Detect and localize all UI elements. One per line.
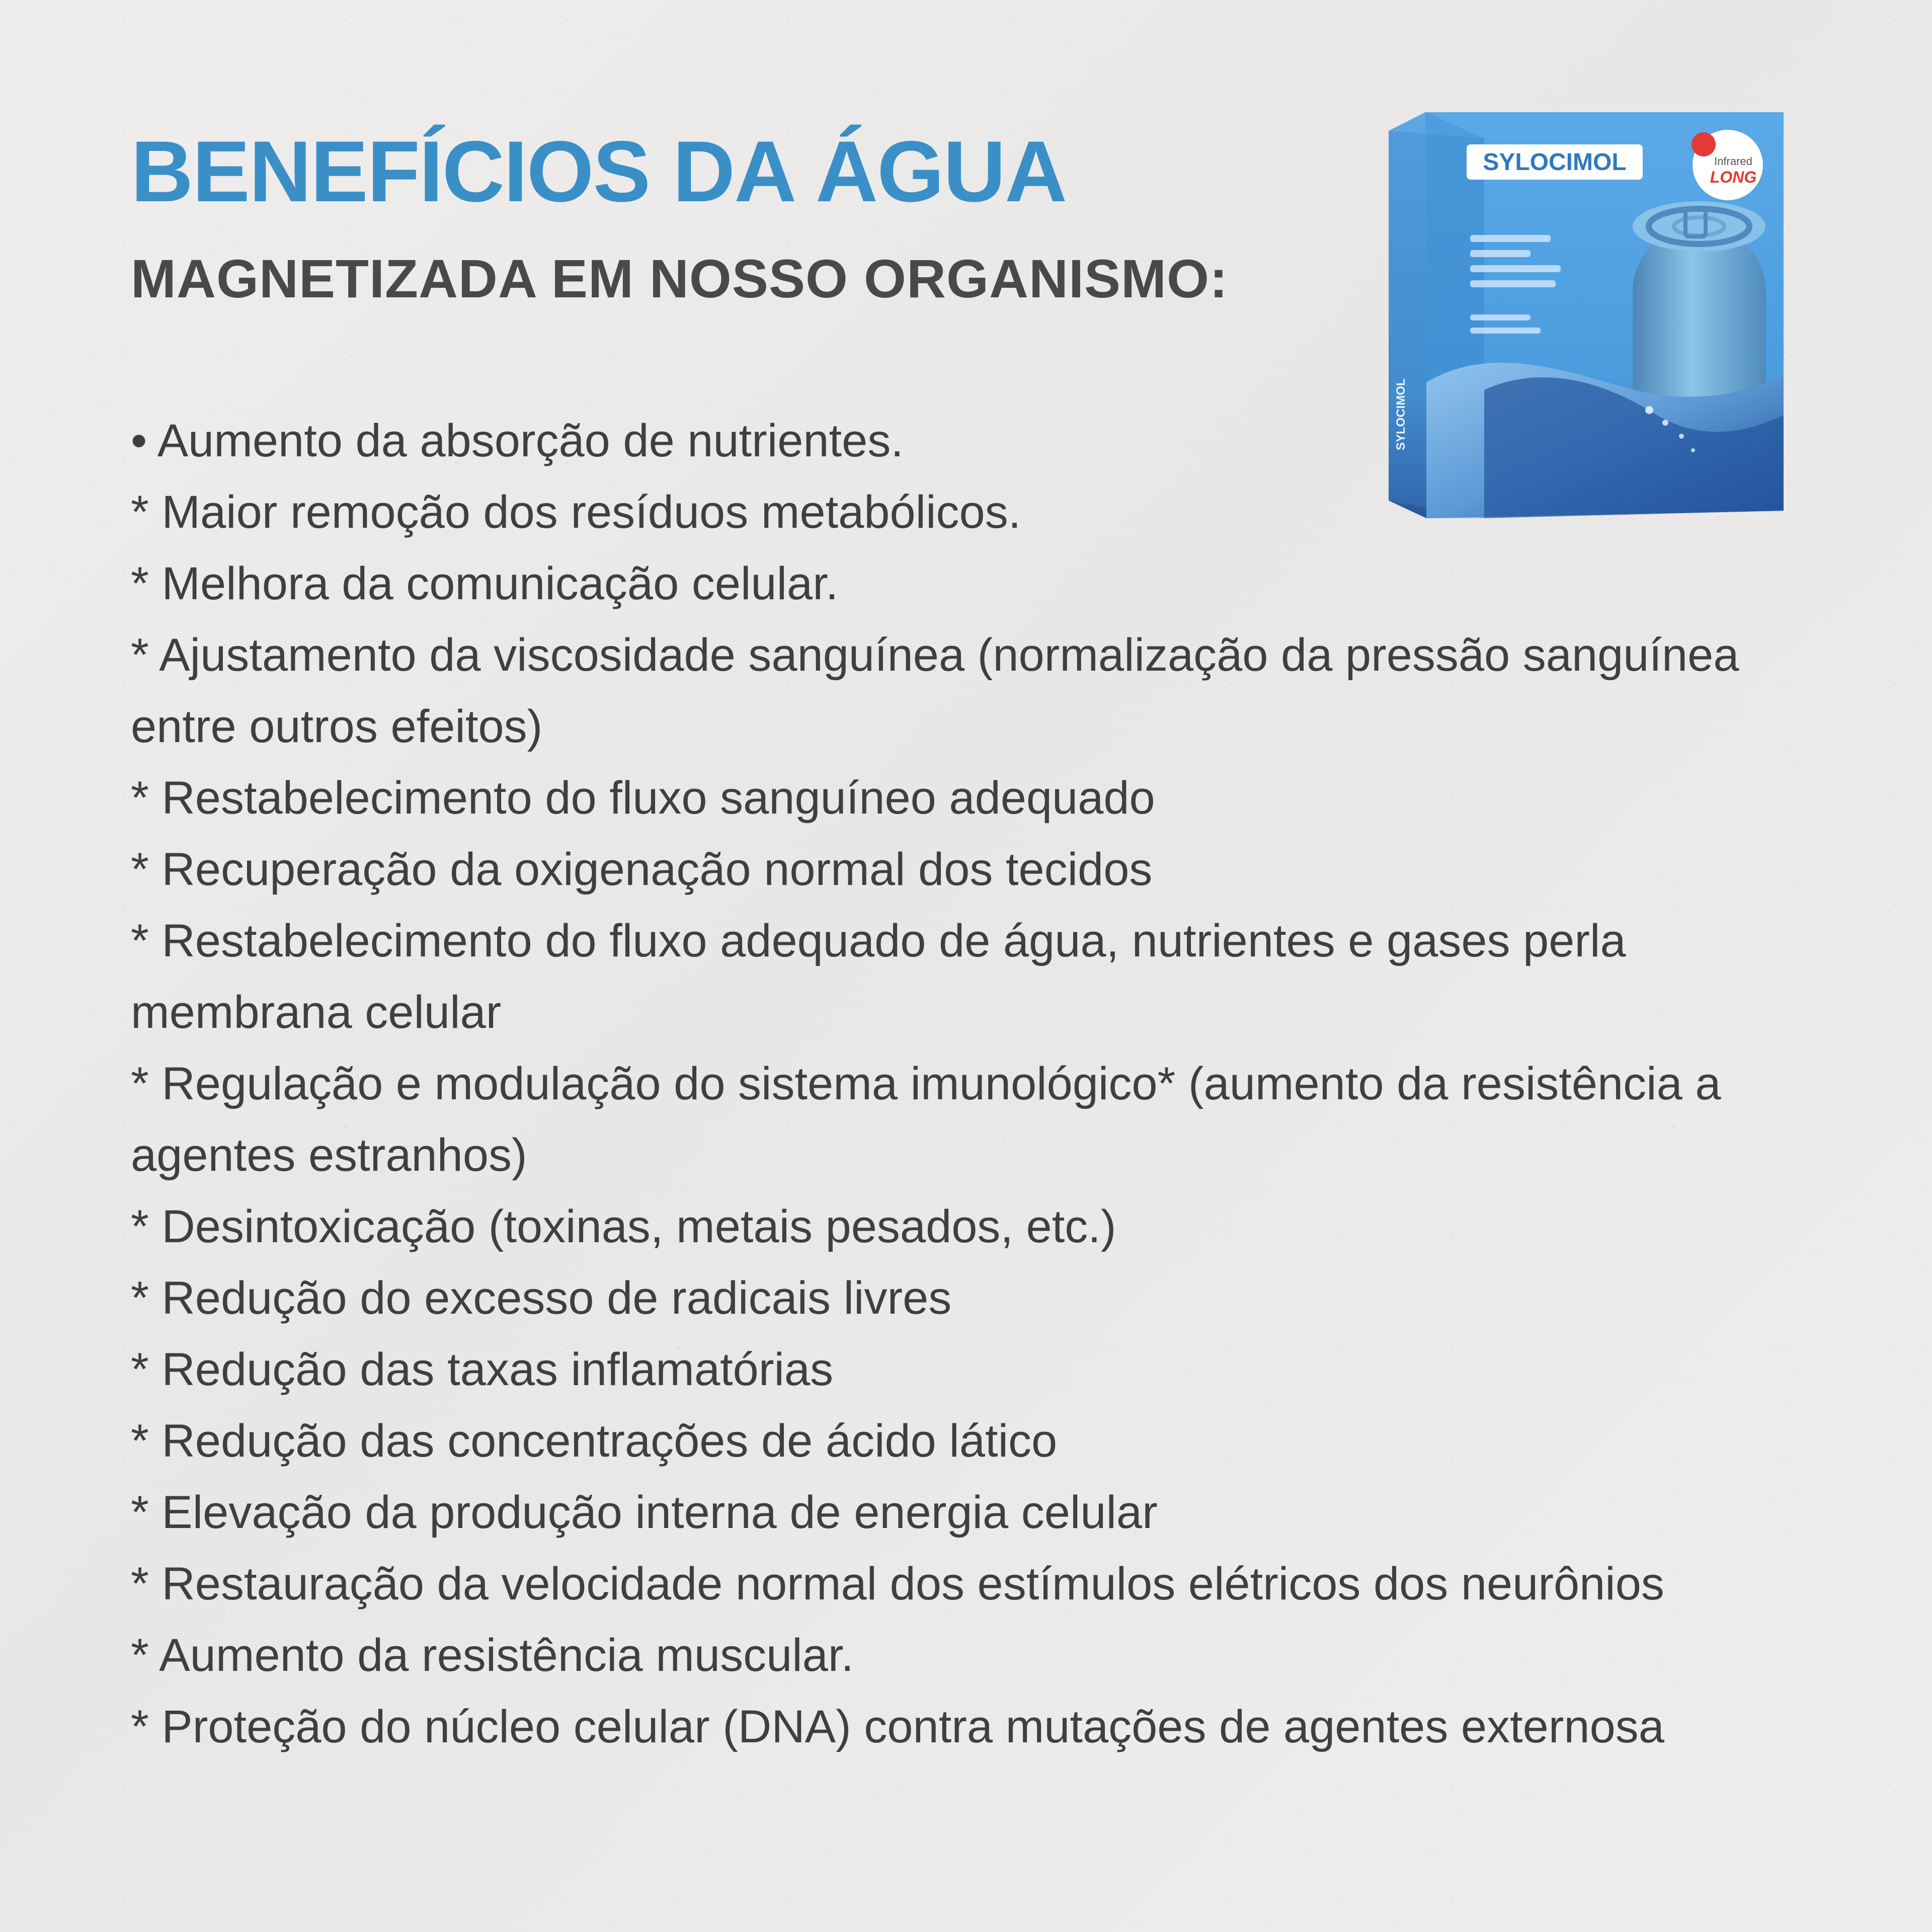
benefits-list — [131, 405, 1841, 1762]
list-item: * Restauração da velocidade normal dos estímulos elétricos dos neurônios — [131, 1558, 1664, 1609]
list-item: * Maior remoção dos resíduos metabólicos. — [131, 487, 1021, 538]
product-box-image — [1363, 103, 1796, 536]
list-item: * Restabelecimento do fluxo sanguíneo adequado — [131, 772, 1155, 824]
list-item: * Restabelecimento do fluxo adequado de água, nutrientes e gases perla membrana celular — [131, 915, 1626, 1038]
product-badge-line2: LONG — [1710, 168, 1757, 186]
list-item: * Redução das taxas inflamatórias — [131, 1344, 834, 1395]
product-badge-line1: Infrared — [1714, 155, 1752, 168]
list-item: * Recuperação da oxigenação normal dos tecidos — [131, 844, 1153, 895]
list-item: * Redução das concentrações de ácido lático — [131, 1415, 1058, 1467]
list-item: * Proteção do núcleo celular (DNA) contra mutações de agentes externosa — [131, 1701, 1664, 1752]
list-item: * Ajustamento da viscosidade sanguínea (normalização da pressão sanguínea entre outros efeitos) — [131, 629, 1739, 752]
product-brand: SYLOCIMOL — [1483, 149, 1627, 176]
list-item: * Melhora da comunicação celular. — [131, 558, 839, 609]
list-item: * Aumento da resistência muscular. — [131, 1630, 854, 1681]
list-item: * Elevação da produção interna de energia celular — [131, 1487, 1158, 1538]
list-item: * Redução do excesso de radicais livres — [131, 1272, 952, 1324]
product-side-brand: SYLOCIMOL — [1394, 378, 1408, 450]
list-item: • Aumento da absorção de nutrientes. — [131, 415, 904, 466]
list-item: * Desintoxicação (toxinas, metais pesados, etc.) — [131, 1201, 1116, 1252]
page-subtitle: MAGNETIZADA EM NOSSO ORGANISMO: — [131, 248, 1228, 309]
list-item: * Regulação e modulação do sistema imunológico* (aumento da resistência a agentes estranhos) — [131, 1058, 1721, 1181]
page-title: BENEFÍCIOS DA ÁGUA — [131, 123, 1067, 220]
